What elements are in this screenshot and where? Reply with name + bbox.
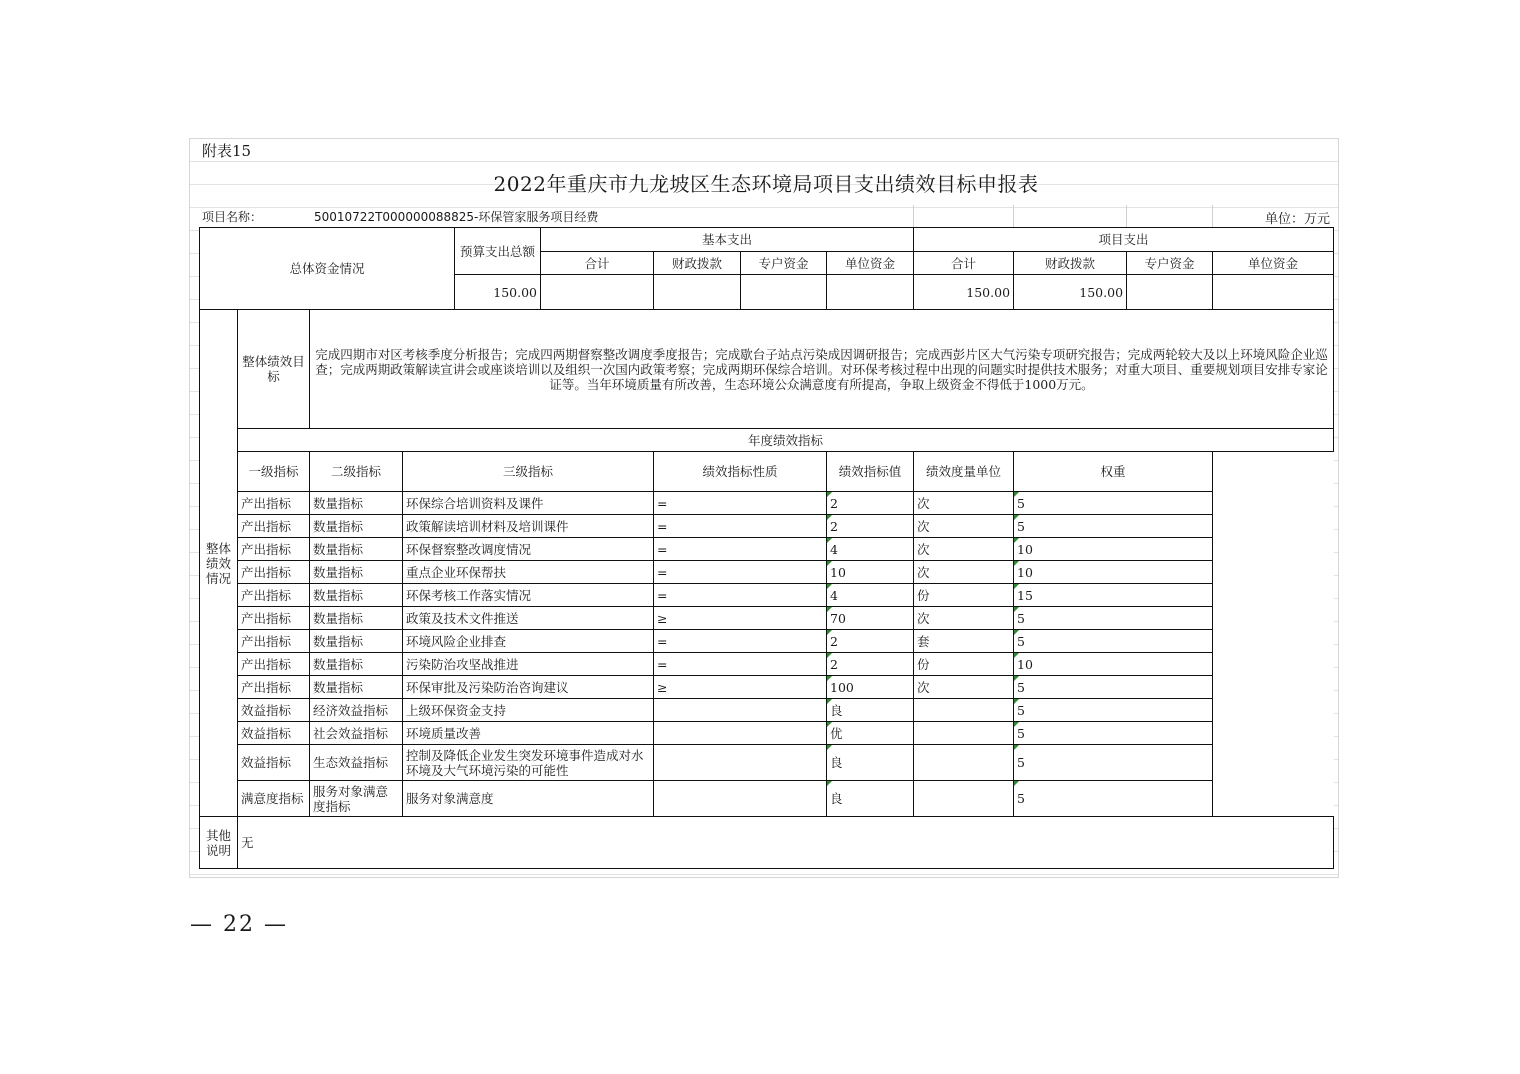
indicator-weight: 5 — [1014, 699, 1213, 722]
indicator-row — [200, 781, 1334, 817]
indicator-nature: ≥ — [654, 607, 827, 630]
indicator-column-header: 三级指标 — [403, 452, 654, 492]
project-value-cell: 150.00 — [1014, 275, 1127, 310]
indicator-value: 良 — [827, 745, 914, 781]
measure-unit: 次 — [914, 676, 1014, 699]
basic-value-cell — [541, 275, 654, 310]
measure-unit — [914, 699, 1014, 722]
level2-indicator: 数量指标 — [310, 492, 403, 515]
basic-subheader: 单位资金 — [827, 252, 914, 275]
indicator-value: 2 — [827, 653, 914, 676]
measure-unit — [914, 745, 1014, 781]
indicator-nature — [654, 781, 827, 817]
indicator-weight: 5 — [1014, 745, 1213, 781]
level2-indicator: 服务对象满意度指标 — [310, 781, 403, 817]
indicator-value: 优 — [827, 722, 914, 745]
header-gridline — [913, 205, 914, 227]
level3-indicator: 污染防治攻坚战推进 — [403, 653, 654, 676]
project-expense-header: 项目支出 — [914, 228, 1334, 252]
level1-indicator: 效益指标 — [238, 722, 310, 745]
basic-expense-header: 基本支出 — [541, 228, 914, 252]
level1-indicator: 产出指标 — [238, 630, 310, 653]
indicator-nature — [654, 699, 827, 722]
level1-indicator: 产出指标 — [238, 538, 310, 561]
indicator-value: 70 — [827, 607, 914, 630]
header-gridline — [1126, 205, 1127, 227]
header-gridline — [1212, 205, 1213, 227]
level1-indicator: 产出指标 — [238, 607, 310, 630]
other-notes-value: 无 — [238, 817, 1334, 869]
level2-indicator: 数量指标 — [310, 653, 403, 676]
basic-subheader: 财政拨款 — [654, 252, 741, 275]
project-value-cell: 150.00 — [914, 275, 1014, 310]
indicator-weight: 10 — [1014, 561, 1213, 584]
performance-table — [199, 227, 1334, 869]
indicator-weight: 5 — [1014, 630, 1213, 653]
indicator-weight: 5 — [1014, 781, 1213, 817]
level3-indicator: 政策解读培训材料及培训课件 — [403, 515, 654, 538]
level3-indicator: 上级环保资金支持 — [403, 699, 654, 722]
indicator-nature — [654, 745, 827, 781]
indicator-row — [200, 699, 1334, 722]
level3-indicator: 环保审批及污染防治咨询建议 — [403, 676, 654, 699]
measure-unit — [914, 722, 1014, 745]
basic-value-cell — [827, 275, 914, 310]
indicator-column-header: 绩效指标值 — [827, 452, 914, 492]
basic-subheader: 合计 — [541, 252, 654, 275]
indicator-nature: = — [654, 653, 827, 676]
indicator-row — [200, 722, 1334, 745]
measure-unit: 次 — [914, 515, 1014, 538]
annex-label: 附表15 — [202, 142, 252, 160]
measure-unit: 次 — [914, 561, 1014, 584]
indicator-nature: = — [654, 538, 827, 561]
indicator-weight: 5 — [1014, 722, 1213, 745]
overall-goal-text: 完成四期市对区考核季度分析报告；完成四两期督察整改调度季度报告；完成歇台子站点污染成因调研报告；完成西彭片区大气污染专项研究报告；完成两轮较大及以上环境风险企业巡查；完成两期政策解读宣讲会或座谈培训以及组织一次国内政策考察；完成两期环保综合培训。对环保考核过程中出现的问题实时提供技术服务；对重大项目、重要规划项目安排专家论证等。当年环境质量有所改善，生态环境公众满意度有所提高，争取上级资金不得低于1000万元。 — [310, 310, 1334, 429]
overall-goal-label: 整体绩效目标 — [238, 310, 310, 429]
level2-indicator: 数量指标 — [310, 515, 403, 538]
project-name-label: 项目名称： — [202, 210, 263, 224]
measure-unit: 份 — [914, 653, 1014, 676]
level1-indicator: 产出指标 — [238, 515, 310, 538]
indicator-value: 4 — [827, 584, 914, 607]
indicator-column-header: 二级指标 — [310, 452, 403, 492]
page-number: — 22 — — [190, 912, 288, 937]
measure-unit: 次 — [914, 492, 1014, 515]
indicator-weight: 5 — [1014, 676, 1213, 699]
level2-indicator: 数量指标 — [310, 607, 403, 630]
page-title: 2022年重庆市九龙坡区生态环境局项目支出绩效目标申报表 — [493, 172, 1039, 196]
level2-indicator: 数量指标 — [310, 630, 403, 653]
indicator-column-header: 绩效指标性质 — [654, 452, 827, 492]
header-gridline — [1013, 205, 1014, 227]
indicator-value: 2 — [827, 492, 914, 515]
annual-indicators-header: 年度绩效指标 — [238, 429, 1334, 452]
level2-indicator: 数量指标 — [310, 676, 403, 699]
indicator-row — [200, 630, 1334, 653]
level2-indicator: 经济效益指标 — [310, 699, 403, 722]
indicator-nature: = — [654, 584, 827, 607]
indicator-weight: 5 — [1014, 607, 1213, 630]
level1-indicator: 产出指标 — [238, 676, 310, 699]
budget-total-value: 150.00 — [455, 275, 541, 310]
indicator-row — [200, 584, 1334, 607]
indicator-nature: = — [654, 630, 827, 653]
indicator-row — [200, 607, 1334, 630]
indicator-row — [200, 492, 1334, 515]
basic-value-cell — [741, 275, 827, 310]
indicator-weight: 5 — [1014, 515, 1213, 538]
project-value-cell — [1127, 275, 1213, 310]
indicator-row — [200, 676, 1334, 699]
level1-indicator: 产出指标 — [238, 492, 310, 515]
project-subheader: 专户资金 — [1127, 252, 1213, 275]
level3-indicator: 服务对象满意度 — [403, 781, 654, 817]
indicator-column-header: 一级指标 — [238, 452, 310, 492]
indicator-nature: ≥ — [654, 676, 827, 699]
funds-section-label: 总体资金情况 — [200, 228, 455, 310]
indicator-column-header: 绩效度量单位 — [914, 452, 1014, 492]
level3-indicator: 控制及降低企业发生突发环境事件造成对水环境及大气环境污染的可能性 — [403, 745, 654, 781]
level3-indicator: 环境质量改善 — [403, 722, 654, 745]
indicator-weight: 5 — [1014, 492, 1213, 515]
level3-indicator: 政策及技术文件推送 — [403, 607, 654, 630]
indicator-value: 10 — [827, 561, 914, 584]
measure-unit: 份 — [914, 584, 1014, 607]
level3-indicator: 重点企业环保帮扶 — [403, 561, 654, 584]
indicator-nature: = — [654, 515, 827, 538]
level1-indicator: 满意度指标 — [238, 781, 310, 817]
indicator-nature: = — [654, 492, 827, 515]
measure-unit — [914, 781, 1014, 817]
level1-indicator: 产出指标 — [238, 584, 310, 607]
project-value-cell — [1213, 275, 1334, 310]
indicator-weight: 10 — [1014, 538, 1213, 561]
level2-indicator: 生态效益指标 — [310, 745, 403, 781]
level3-indicator: 环保督察整改调度情况 — [403, 538, 654, 561]
indicator-nature: = — [654, 561, 827, 584]
level2-indicator: 数量指标 — [310, 538, 403, 561]
level3-indicator: 环保综合培训资料及课件 — [403, 492, 654, 515]
project-subheader: 单位资金 — [1213, 252, 1334, 275]
level2-indicator: 社会效益指标 — [310, 722, 403, 745]
indicator-value: 2 — [827, 515, 914, 538]
indicator-value: 100 — [827, 676, 914, 699]
project-name-value: 50010722T000000088825-环保管家服务项目经费 — [314, 210, 599, 224]
measure-unit: 次 — [914, 607, 1014, 630]
performance-section-label: 整体绩效情况 — [200, 310, 238, 817]
measure-unit: 次 — [914, 538, 1014, 561]
level1-indicator: 产出指标 — [238, 561, 310, 584]
indicator-weight: 10 — [1014, 653, 1213, 676]
indicator-row — [200, 538, 1334, 561]
project-subheader: 财政拨款 — [1014, 252, 1127, 275]
level3-indicator: 环境风险企业排查 — [403, 630, 654, 653]
indicator-value: 4 — [827, 538, 914, 561]
indicator-row — [200, 653, 1334, 676]
project-subheader: 合计 — [914, 252, 1014, 275]
basic-value-cell — [654, 275, 741, 310]
indicator-nature — [654, 722, 827, 745]
unit-label: 单位：万元 — [1264, 212, 1330, 227]
level1-indicator: 效益指标 — [238, 699, 310, 722]
indicator-column-header: 权重 — [1014, 452, 1213, 492]
indicator-value: 良 — [827, 781, 914, 817]
indicator-row — [200, 515, 1334, 538]
indicator-row — [200, 745, 1334, 781]
basic-subheader: 专户资金 — [741, 252, 827, 275]
other-notes-label: 其他说明 — [200, 817, 238, 869]
level2-indicator: 数量指标 — [310, 561, 403, 584]
level2-indicator: 数量指标 — [310, 584, 403, 607]
level1-indicator: 产出指标 — [238, 653, 310, 676]
indicator-weight: 15 — [1014, 584, 1213, 607]
level1-indicator: 效益指标 — [238, 745, 310, 781]
indicator-value: 2 — [827, 630, 914, 653]
level3-indicator: 环保考核工作落实情况 — [403, 584, 654, 607]
budget-total-label: 预算支出总额 — [455, 228, 541, 275]
measure-unit: 套 — [914, 630, 1014, 653]
indicator-value: 良 — [827, 699, 914, 722]
indicator-row — [200, 561, 1334, 584]
